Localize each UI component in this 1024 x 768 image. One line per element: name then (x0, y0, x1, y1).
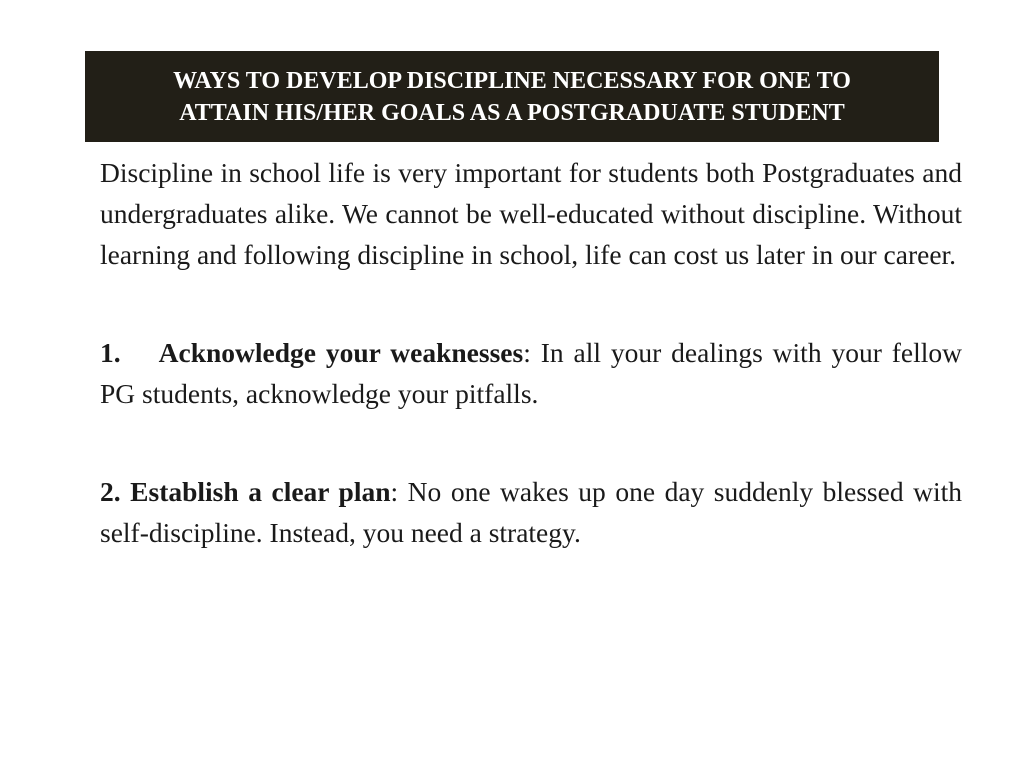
point-1 (100, 332, 962, 414)
slide-title (173, 65, 851, 129)
point-2-heading: Establish a clear plan (130, 476, 391, 507)
point-1-text: : In all your dealings with your fellow PG students, acknowledge your pitfalls. (100, 337, 962, 409)
point-2-number: 2. (100, 476, 121, 507)
intro-paragraph: Discipline in school life is very important for students both Postgraduates and undergraduates alike. We cannot be well-educated without discipline. Without learning and following discipline in school, life can cost us later in our career. (100, 157, 962, 270)
point-1-heading: Acknowledge your weaknesses (158, 337, 524, 368)
slide-body (100, 152, 962, 553)
point-2-text: : No one wakes up one day suddenly blessed with self-discipline. Instead, you need a strategy. (100, 476, 962, 548)
title-line-2: ATTAIN HIS/HER GOALS AS A POSTGRADUATE STUDENT (179, 99, 845, 126)
title-banner (85, 51, 939, 142)
title-line-1: WAYS TO DEVELOP DISCIPLINE NECESSARY FOR ONE TO (173, 67, 851, 94)
point-2 (100, 471, 962, 553)
point-1-number: 1. (100, 337, 121, 368)
